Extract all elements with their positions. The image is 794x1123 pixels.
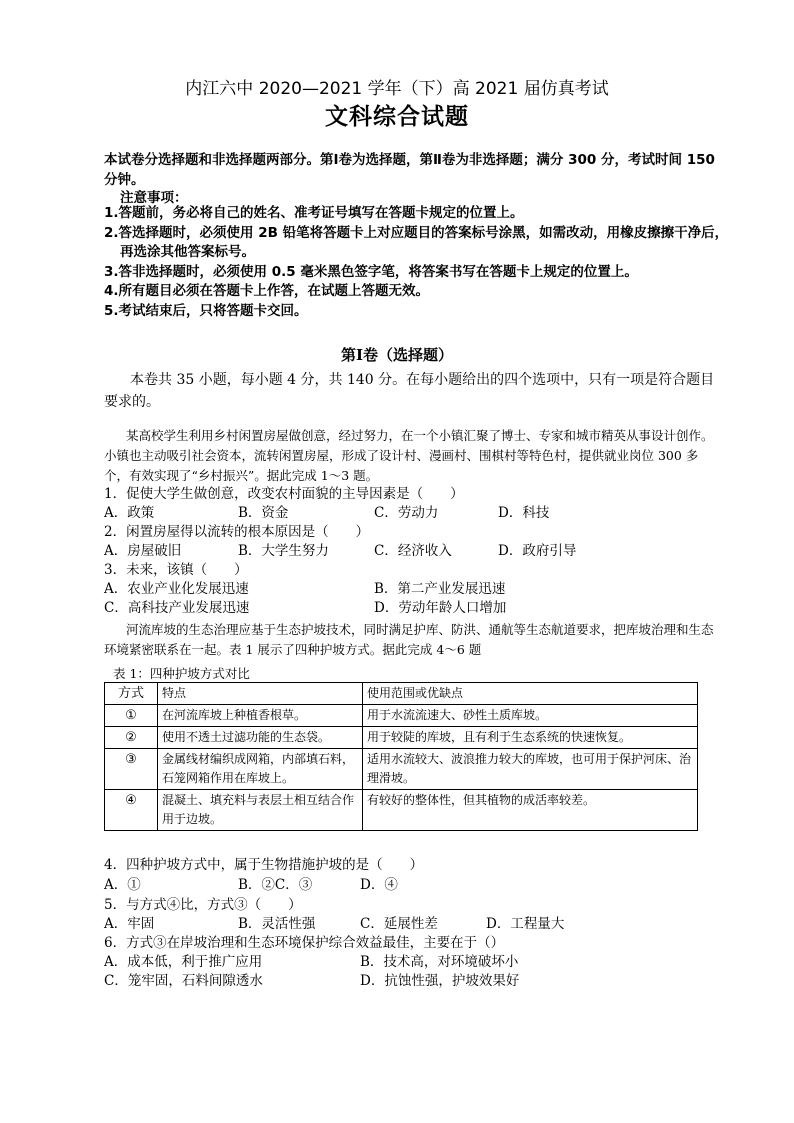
question-2-option-c: C．经济收入 <box>374 543 452 559</box>
intro-text: 本试卷分选择题和非选择题两部分。第Ⅰ卷为选择题，第Ⅱ卷为非选择题；满分 300 分，考试时间 150 分钟。 <box>104 152 715 188</box>
table-cell: 有较好的整体性，但其植物的成活率较差。 <box>363 790 698 831</box>
question-4-option-d: D．④ <box>360 877 398 893</box>
question-1-stem: 1．促使大学生做创意，改变农村面貌的主导因素是（ ） <box>104 486 464 502</box>
notes-heading: 注意事项： <box>120 190 188 206</box>
question-2-option-a: A．房屋破旧 <box>104 543 182 559</box>
note-item: 2.答选择题时，必须使用 2B 铅笔将答题卡上对应题目的答案标号涂黑，如需改动，用橡皮擦擦干净后，再选涂其他答案标号。 <box>104 224 729 260</box>
table-cell: 用于水流流速大、砂性土质库坡。 <box>363 705 698 727</box>
question-4-option-a: A．① <box>104 877 141 893</box>
table-header-cell: 使用范围或优缺点 <box>363 683 698 705</box>
question-4-stem: 4．四种护坡方式中，属于生物措施护坡的是（ ） <box>104 857 424 873</box>
passage-1: 某高校学生利用乡村闲置房屋做创意，经过努力，在一个小镇汇聚了博士、专家和城市精英从事设计创作。小镇也主动吸引社会资本，流转闲置房屋，形成了设计村、漫画村、围棋村等特色村，提供就业岗位 300 多个，有效实现了“乡村振兴”。据此完成 1～3 题。 <box>104 428 714 483</box>
table-cell: 在河流库坡上种植香根草。 <box>158 705 363 727</box>
question-2-option-d: D．政府引导 <box>498 543 577 559</box>
exam-intro <box>104 150 724 190</box>
table-header-cell: 特点 <box>158 683 363 705</box>
question-6-option-c: C．笼牢固，石料间隙透水 <box>104 973 263 989</box>
question-3-option-d: D．劳动年龄人口增加 <box>374 600 507 616</box>
note-item: 4.所有题目必须在答题卡上作答，在试题上答题无效。 <box>104 283 430 299</box>
question-4-option-bc: B．②C．③ <box>238 877 313 893</box>
table-row <box>105 705 698 727</box>
table-cell: 金属线材编织成网箱，内部填石料，石笼网箱作用在库坡上。 <box>158 749 363 790</box>
question-3-option-b: B．第二产业发展迅速 <box>374 581 506 597</box>
question-3-option-a: A．农业产业化发展迅速 <box>104 581 249 597</box>
question-6-option-d: D．抗蚀性强，护坡效果好 <box>360 973 520 989</box>
note-item: 1.答题前，务必将自己的姓名、准考证号填写在答题卡规定的位置上。 <box>104 205 524 221</box>
question-1-option-b: B．资金 <box>238 505 289 521</box>
exam-header-title: 内江六中 2020—2021 学年（下）高 2021 届仿真考试 <box>185 79 609 99</box>
table-header-row <box>105 683 698 705</box>
table-cell: ① <box>105 705 158 727</box>
table-cell: 使用不透土过滤功能的生态袋。 <box>158 727 363 749</box>
table-row <box>105 790 698 831</box>
table-cell: ④ <box>105 790 158 831</box>
notes-list <box>104 204 730 321</box>
question-3-option-c: C．高科技产业发展迅速 <box>104 600 250 616</box>
passage-2: 河流库坡的生态治理应基于生态护坡技术，同时满足护库、防洪、通航等生态航道要求，把库坡治理和生态环境紧密联系在一起。表 1 展示了四种护坡方式。据此完成 4～6 题 <box>104 622 714 657</box>
exam-subject-title: 文科综合试题 <box>325 103 469 130</box>
question-6-option-a: A．成本低，利于推广应用 <box>104 954 263 970</box>
question-2-option-b: B．大学生努力 <box>238 543 329 559</box>
question-1-option-a: A．政策 <box>104 505 155 521</box>
question-5-stem: 5．与方式④比，方式③（ ） <box>104 897 302 913</box>
table-caption: 表 1：四种护坡方式对比 <box>113 666 250 681</box>
table-cell: ② <box>105 727 158 749</box>
question-5-option-d: D．工程量大 <box>486 916 565 932</box>
table-cell: 适用水流较大、波浪推力较大的库坡，也可用于保护河床、治理滑坡。 <box>363 749 698 790</box>
table-cell: ③ <box>105 749 158 790</box>
note-item: 5.考试结束后，只将答题卡交回。 <box>104 302 308 319</box>
table-cell: 用于较陡的库坡，且有利于生态系统的快速恢复。 <box>363 727 698 749</box>
section-title: 第Ⅰ卷（选择题） <box>340 346 454 364</box>
table-cell: 混凝土、填充料与表层土相互结合作用于边坡。 <box>158 790 363 831</box>
comparison-table <box>104 682 698 831</box>
table-header-cell: 方式 <box>105 683 158 705</box>
question-5-option-b: B．灵活性强 <box>238 916 316 932</box>
question-5-option-a: A．牢固 <box>104 916 155 932</box>
question-6-option-b: B．技术高，对环境破坏小 <box>360 954 519 970</box>
question-6-stem: 6．方式③在岸坡治理和生态环境保护综合效益最佳，主要在于（） <box>104 935 505 951</box>
question-1-option-d: D．科技 <box>498 505 550 521</box>
question-3-stem: 3．未来，该镇（ ） <box>104 562 248 578</box>
table-row <box>105 749 698 790</box>
question-1-option-c: C．劳动力 <box>374 505 439 521</box>
note-item: 3.答非选择题时，必须使用 0.5 毫米黑色签字笔，将答案书写在答题卡上规定的位置上。 <box>104 263 638 280</box>
table-row <box>105 727 698 749</box>
section-intro: 本卷共 35 小题，每小题 4 分，共 140 分。在每小题给出的四个选项中，只有一项是符合题目要求的。 <box>104 372 715 410</box>
question-2-stem: 2．闲置房屋得以流转的根本原因是（ ） <box>104 524 370 540</box>
question-5-option-c: C．延展性差 <box>360 916 438 932</box>
